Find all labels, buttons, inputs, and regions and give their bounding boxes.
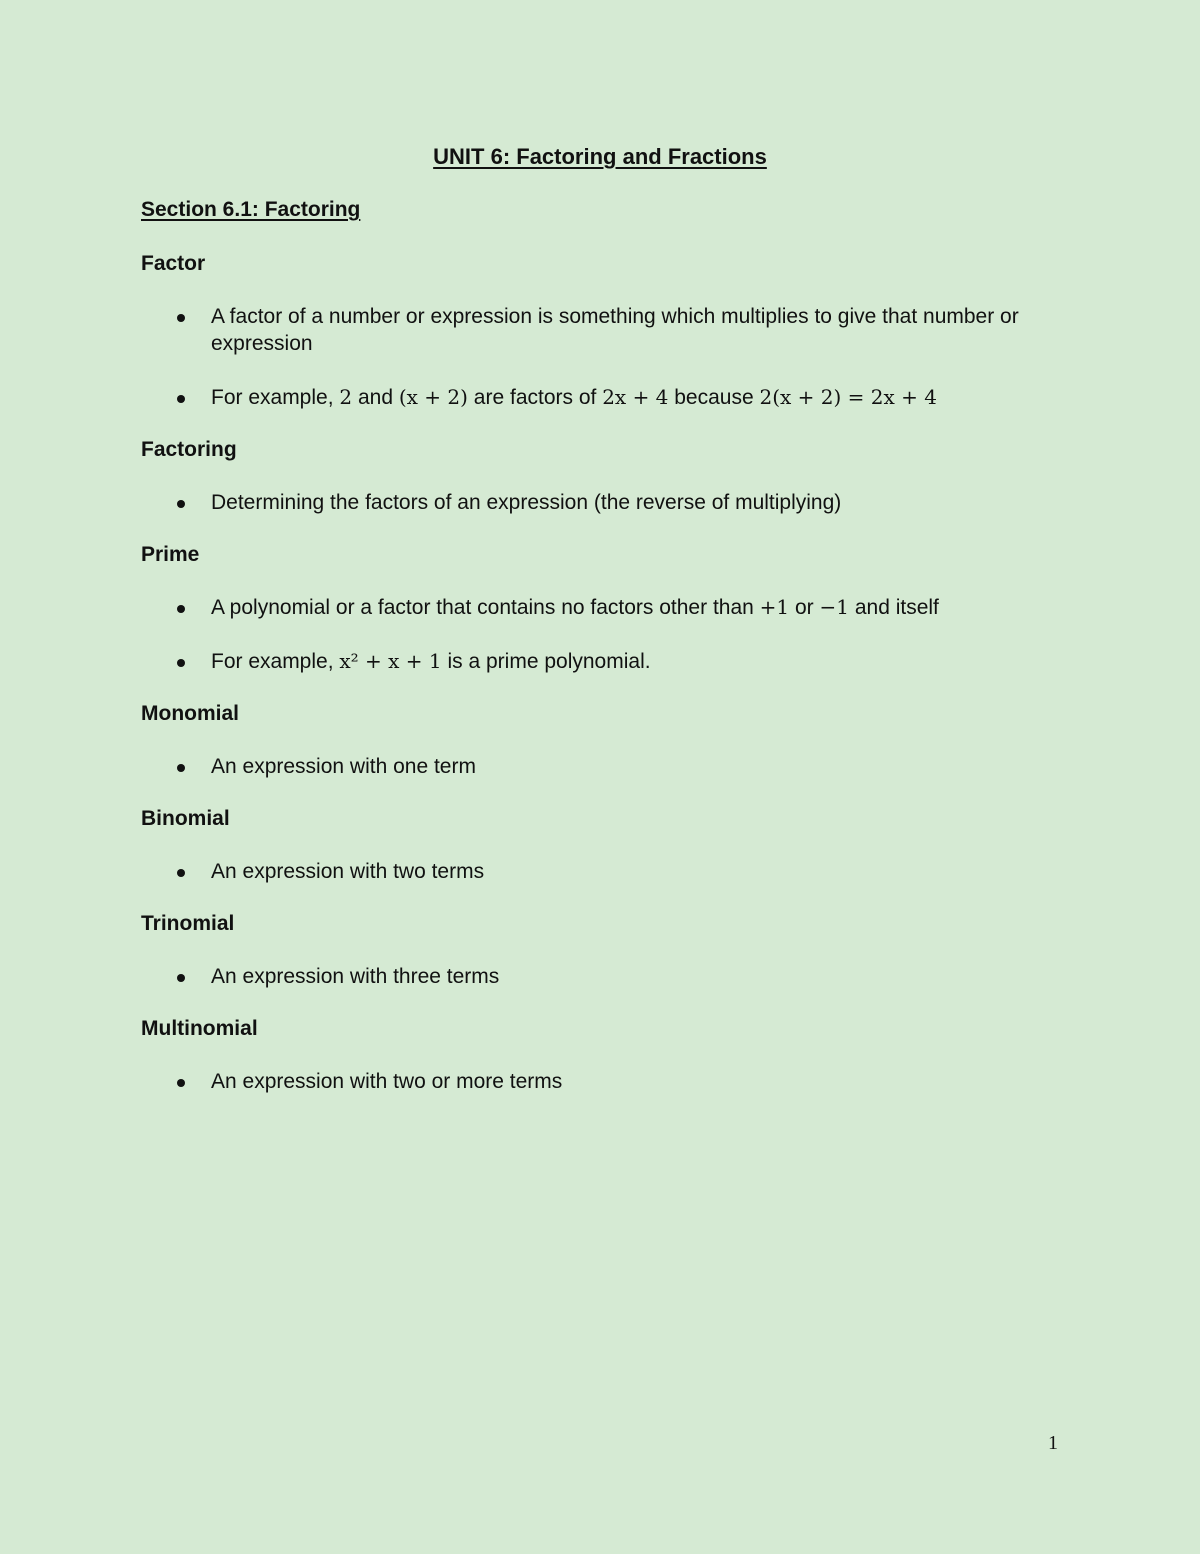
binomial-list <box>141 858 1061 885</box>
factor-example-and: and <box>357 386 394 409</box>
prime-definition-prefix: A polynomial or a factor that contains no factors other than <box>211 596 754 619</box>
multinomial-list <box>141 1068 1061 1095</box>
factor-list <box>141 303 1061 411</box>
factor-example-math-a: 2 <box>339 385 353 409</box>
factor-example-prefix: For example, <box>211 386 334 409</box>
prime-definition-suffix: and itself <box>854 596 939 619</box>
list-item <box>141 594 1061 621</box>
factoring-definition: Determining the factors of an expression (the reverse of multiplying) <box>211 491 842 514</box>
unit-title: UNIT 6: Factoring and Fractions <box>433 144 767 169</box>
prime-minus-one: −1 <box>819 595 849 619</box>
term-multinomial: Multinomial <box>141 1017 258 1040</box>
list-item <box>141 753 1061 780</box>
list-item <box>141 303 1061 357</box>
term-monomial: Monomial <box>141 702 239 725</box>
list-item <box>141 489 1061 516</box>
bullet-icon <box>177 395 185 403</box>
bullet-icon <box>177 659 185 667</box>
trinomial-list <box>141 963 1061 990</box>
factor-example-because: because <box>674 386 754 409</box>
bullet-icon <box>177 869 185 877</box>
bullet-icon <box>177 605 185 613</box>
term-trinomial: Trinomial <box>141 912 235 935</box>
factor-example-math-c: 2x + 4 <box>602 385 669 409</box>
prime-example-prefix: For example, <box>211 650 334 673</box>
term-factor: Factor <box>141 252 206 275</box>
term-binomial: Binomial <box>141 807 230 830</box>
factor-definition: A factor of a number or expression is something which multiplies to give that number or expression <box>211 305 1019 355</box>
bullet-icon <box>177 500 185 508</box>
prime-example-math: x² + x + 1 <box>339 649 442 673</box>
list-item <box>141 858 1061 885</box>
prime-list <box>141 594 1061 675</box>
list-item <box>141 648 1061 675</box>
term-prime: Prime <box>141 543 200 566</box>
bullet-icon <box>177 314 185 322</box>
document-body <box>141 197 1061 1121</box>
term-factoring: Factoring <box>141 438 237 461</box>
section-title: Section 6.1: Factoring <box>141 198 361 221</box>
factor-example-math-d: 2(x + 2) = 2x + 4 <box>759 385 937 409</box>
list-item <box>141 384 1061 411</box>
prime-definition-or: or <box>794 596 814 619</box>
factor-example-math-b: (x + 2) <box>398 385 468 409</box>
list-item <box>141 1068 1061 1095</box>
list-item <box>141 963 1061 990</box>
prime-plus-one: +1 <box>759 595 790 619</box>
bullet-icon <box>177 974 185 982</box>
prime-example-suffix: is a prime polynomial. <box>447 650 651 673</box>
monomial-list <box>141 753 1061 780</box>
trinomial-definition: An expression with three terms <box>211 965 500 988</box>
bullet-icon <box>177 1079 185 1087</box>
monomial-definition: An expression with one term <box>211 755 476 778</box>
multinomial-definition: An expression with two or more terms <box>211 1070 563 1093</box>
binomial-definition: An expression with two terms <box>211 860 485 883</box>
factor-example-are: are factors of <box>473 386 597 409</box>
factoring-list <box>141 489 1061 516</box>
bullet-icon <box>177 764 185 772</box>
page-number: 1 <box>1048 1432 1058 1454</box>
